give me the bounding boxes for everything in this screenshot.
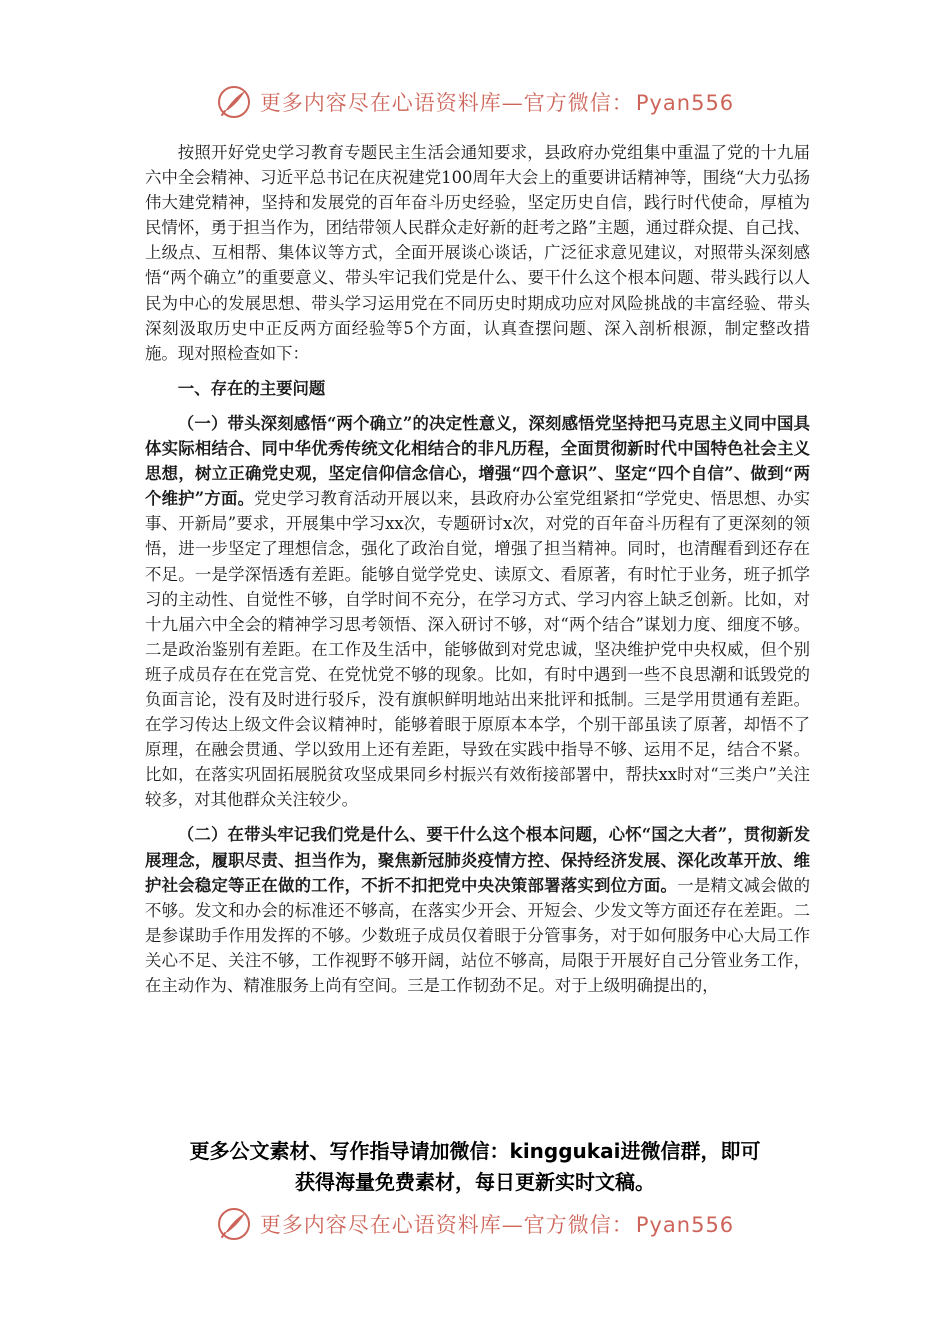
section-2-title: （二）在带头牢记我们党是什么、要干什么这个根本问题，心怀“国之大者”，贯彻新发展理念，履职尽责、担当作为，聚焦新冠肺炎疫情方控、保持经济发展、深化改革开放、维护社会稳定等正在做的工作，不折不扣把党中央决策部署落实到位方面。 bbox=[145, 825, 810, 895]
document-body bbox=[145, 140, 810, 1008]
promo-line-2: 获得海量免费素材，每日更新实时文稿。 bbox=[295, 1170, 655, 1194]
intro-paragraph: 按照开好党史学习教育专题民主生活会通知要求，县政府办党组集中重温了党的十九届六中全会精神、习近平总书记在庆祝建党100周年大会上的重要讲话精神等，围绕“大力弘扬伟大建党精神，坚持和发展党的百年奋斗历史经验，坚定历史自信，践行时代使命，厚植为民情怀，勇于担当作为，团结带领人民群众走好新的赶考之路”主题，通过群众提、自己找、上级点、互相帮、集体议等方式，全面开展谈心谈话，广泛征求意见建议，对照带头深刻感悟“两个确立”的重要意义、带头牢记我们党是什么、要干什么这个根本问题、带头践行以人民为中心的发展思想、带头学习运用党在不同历史时期成功应对风险挑战的丰富经验、带头深刻汲取历史中正反两方面经验等5个方面，认真查摆问题、深入剖析根源，制定整改措施。现对照检查如下： bbox=[145, 143, 810, 363]
section-heading-1: 一、存在的主要问题 bbox=[177, 378, 326, 398]
watermark-text: 更多内容尽在心语资料库—官方微信：Pyan556 bbox=[259, 91, 735, 115]
section-1-paragraph bbox=[145, 411, 810, 813]
quill-logo-icon bbox=[216, 1206, 252, 1242]
watermark-header bbox=[0, 84, 950, 120]
section-2-body: 一是精文减会做的不够。发文和办会的标准还不够高，在落实少开会、开短会、少发文等方面还存在差距。二是参谋助手作用发挥的不够。少数班子成员仅着眼于分管事务，对于如何服务中心大局工作关心不足、关注不够，工作视野不够开阔，站位不够高，局限于开展好自己分管业务工作，在主动作为、精准服务上尚有空间。三是工作韧劲不足。对于上级明确提出的， bbox=[145, 875, 811, 995]
section-1-body: 党史学习教育活动开展以来，县政府办公室党组紧扣“学党史、悟思想、办实事、开新局”要求，开展集中学习xx次，专题研讨x次，对党的百年奋斗历程有了更深刻的领悟，进一步坚定了理想信念，强化了政治自觉，增强了担当精神。同时，也清醒看到还存在不足。一是学深悟透有差距。能够自觉学党史、读原文、看原著，有时忙于业务，班子抓学习的主动性、自觉性不够，自学时间不充分，在学习方式、学习内容上缺乏创新。比如，对十九届六中全会的精神学习思考领悟、深入研讨不够，对“两个结合”谋划力度、细度不够。二是政治鉴别有差距。在工作及生活中，能够做到对党忠诚，坚决维护党中央权威，但个别班子成员存在在党言党、在党忧党不够的现象。比如，有时中遇到一些不良思潮和诋毁党的负面言论，没有及时进行驳斥，没有旗帜鲜明地站出来批评和抵制。三是学用贯通有差距。在学习传达上级文件会议精神时，能够着眼于原原本本学，个别干部虽读了原著，却悟不了原理，在融会贯通、学以致用上还有差距，导致在实践中指导不够、运用不足，结合不紧。比如，在落实巩固拓展脱贫攻坚成果同乡村振兴有效衔接部署中，帮扶xx时对“三类户”关注较多，对其他群众关注较少。 bbox=[145, 489, 810, 810]
quill-logo-icon bbox=[216, 84, 252, 120]
promo-line-1: 更多公文素材、写作指导请加微信：kinggukai进微信群，即可 bbox=[189, 1139, 761, 1163]
promo-notice bbox=[0, 1136, 950, 1198]
watermark-footer bbox=[0, 1206, 950, 1242]
section-1-title: （一）带头深刻感悟“两个确立”的决定性意义，深刻感悟党坚持把马克思主义同中国具体实际相结合、同中华优秀传统文化相结合的非凡历程，全面贯彻新时代中国特色社会主义思想，树立正确党史观，坚定信仰信念信心，增强“四个意识”、坚定“四个自信”、做到“两个维护”方面。 bbox=[145, 413, 810, 509]
section-2-paragraph bbox=[145, 822, 810, 998]
watermark-text: 更多内容尽在心语资料库—官方微信：Pyan556 bbox=[259, 1213, 735, 1237]
